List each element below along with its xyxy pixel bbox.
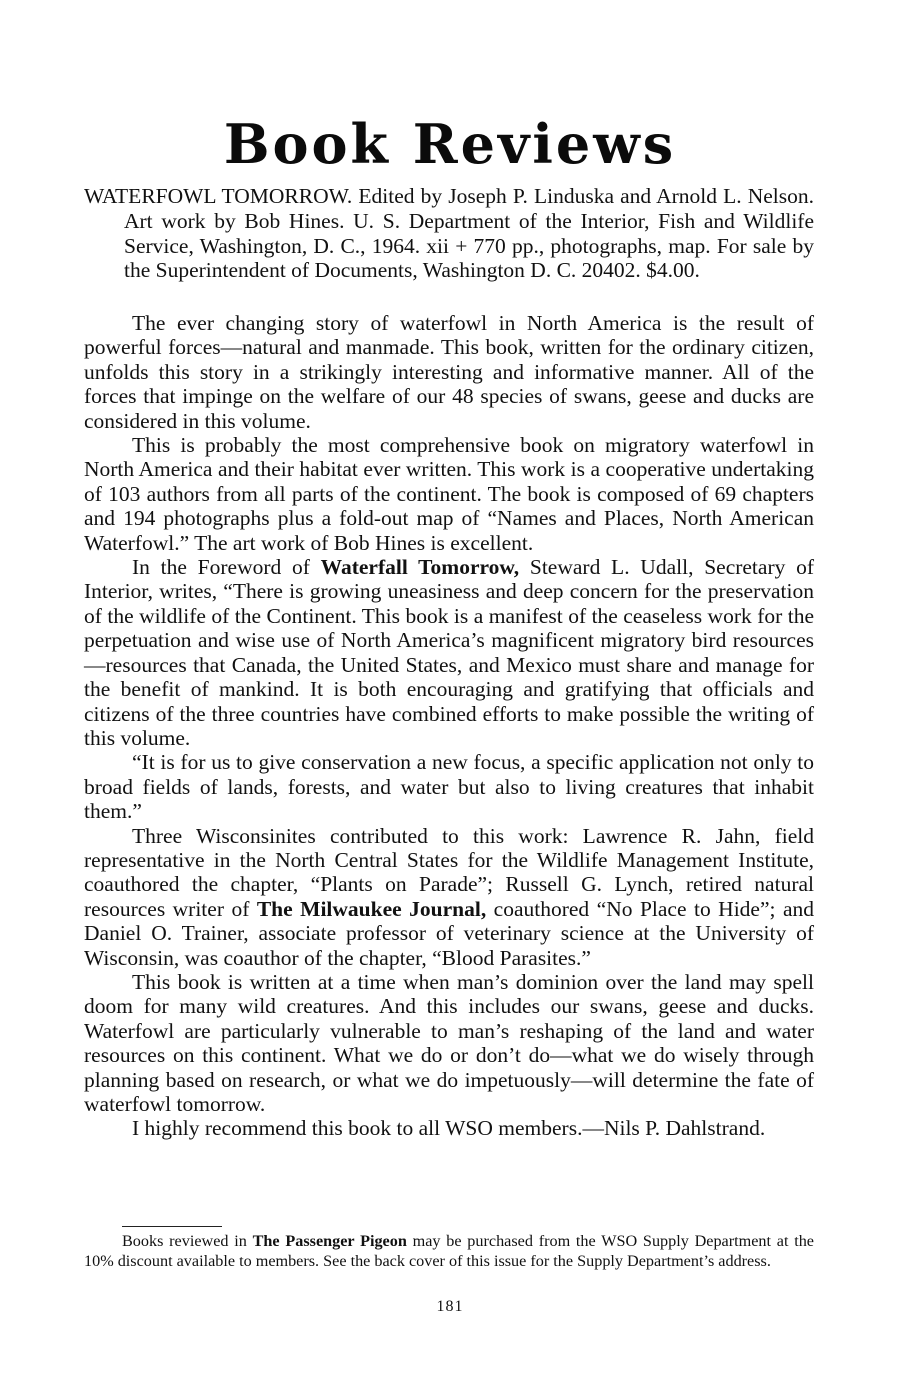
paragraph-5-text-start: Three Wisconsinites contributed to this work: Lawrence R. Jahn, field representative in the North Central States for the Wildlife Management Institute, coauthored the chapter, “Plants on Parade”; Russell G. Lynch, retired natural resources writer of (84, 823, 814, 921)
footnote-text-end: may be purchased from the WSO Supply Department at the 10% discount available to members. See the back cover of this issue for the Supply Department’s address. (84, 1232, 814, 1270)
review-paragraph-4: “It is for us to give conservation a new focus, a specific application not only to broad fields of lands, forests, and water but also to living creatures that inhabit them.” (84, 750, 814, 824)
review-body (84, 311, 814, 1141)
paragraph-3-text-start: In the Foreword of (132, 555, 321, 580)
review-paragraph-3 (84, 555, 814, 750)
review-paragraph-5 (84, 824, 814, 970)
book-citation: WATERFOWL TOMORROW. Edited by Joseph P. Linduska and Arnold L. Nelson. Art work by Bob Hines. U. S. Department of the Interior, Fish and Wildlife Service, Washington, D. C., 1964. xii + 770 pp., photographs, map. For sale by the Superintendent of Documents, Washington D. C. 20402. $4.00. (84, 184, 814, 283)
footnote-divider (122, 1226, 222, 1227)
paragraph-3-text-end: Steward L. Udall, Secretary of Interior, writes, “There is growing uneasiness and deep concern for the preservation of the wildlife of the Continent. This book is a manifest of the ceaseless work for the perpetuation and wise use of North America’s magnificent migratory bird resources—resources that Canada, the United States, and Mexico must share and manage for the benefit of mankind. It is both encouraging and gratifying that officials and citizens of the three countries have combined efforts to make possible the writing of this volume. (84, 555, 815, 750)
review-paragraph-6: This book is written at a time when man’s dominion over the land may spell doom for many wild creatures. And this includes our swans, geese and ducks. Waterfowl are particularly vulnerable to man’s reshaping of the land and water resources on this continent. What we do or don’t do—what we do wisely through planning based on research, or what we do impetuously—will determine the fate of waterfowl tomorrow. (84, 969, 814, 1116)
section-heading: Book Reviews (223, 112, 677, 176)
footnote-text-start: Books reviewed in (122, 1232, 253, 1250)
paragraph-5-text-end: coauthored “No Place to Hide”; and Daniel O. Trainer, associate professor of veterinary science at the University of Wisconsin, was coauthor of the chapter, “Blood Parasites.” (84, 896, 814, 970)
review-paragraph-1: The ever changing story of waterfowl in North America is the result of powerful forces—natural and manmade. This book, written for the ordinary citizen, unfolds this story in a strikingly interesting and informative manner. All of the forces that impinge on the welfare of our 48 species of swans, geese and ducks are considered in this volume. (84, 311, 814, 433)
newspaper-title-bold: The Milwaukee Journal, (256, 896, 487, 921)
book-title-bold: Waterfall Tomorrow, (320, 555, 520, 580)
review-paragraph-7: I highly recommend this book to all WSO members.—Nils P. Dahlstrand. (132, 1116, 766, 1141)
footnote (84, 1232, 814, 1271)
review-paragraph-2: This is probably the most comprehensive book on migratory waterfowl in North America and their habitat ever written. This work is a cooperative undertaking of 103 authors from all parts of the continent. The book is composed of 69 chapters and 194 photographs plus a fold-out map of “Names and Places, North American Waterfowl.” The art work of Bob Hines is excellent. (84, 433, 814, 555)
journal-title-bold: The Passenger Pigeon (252, 1232, 407, 1250)
page-number: 181 (436, 1298, 464, 1315)
